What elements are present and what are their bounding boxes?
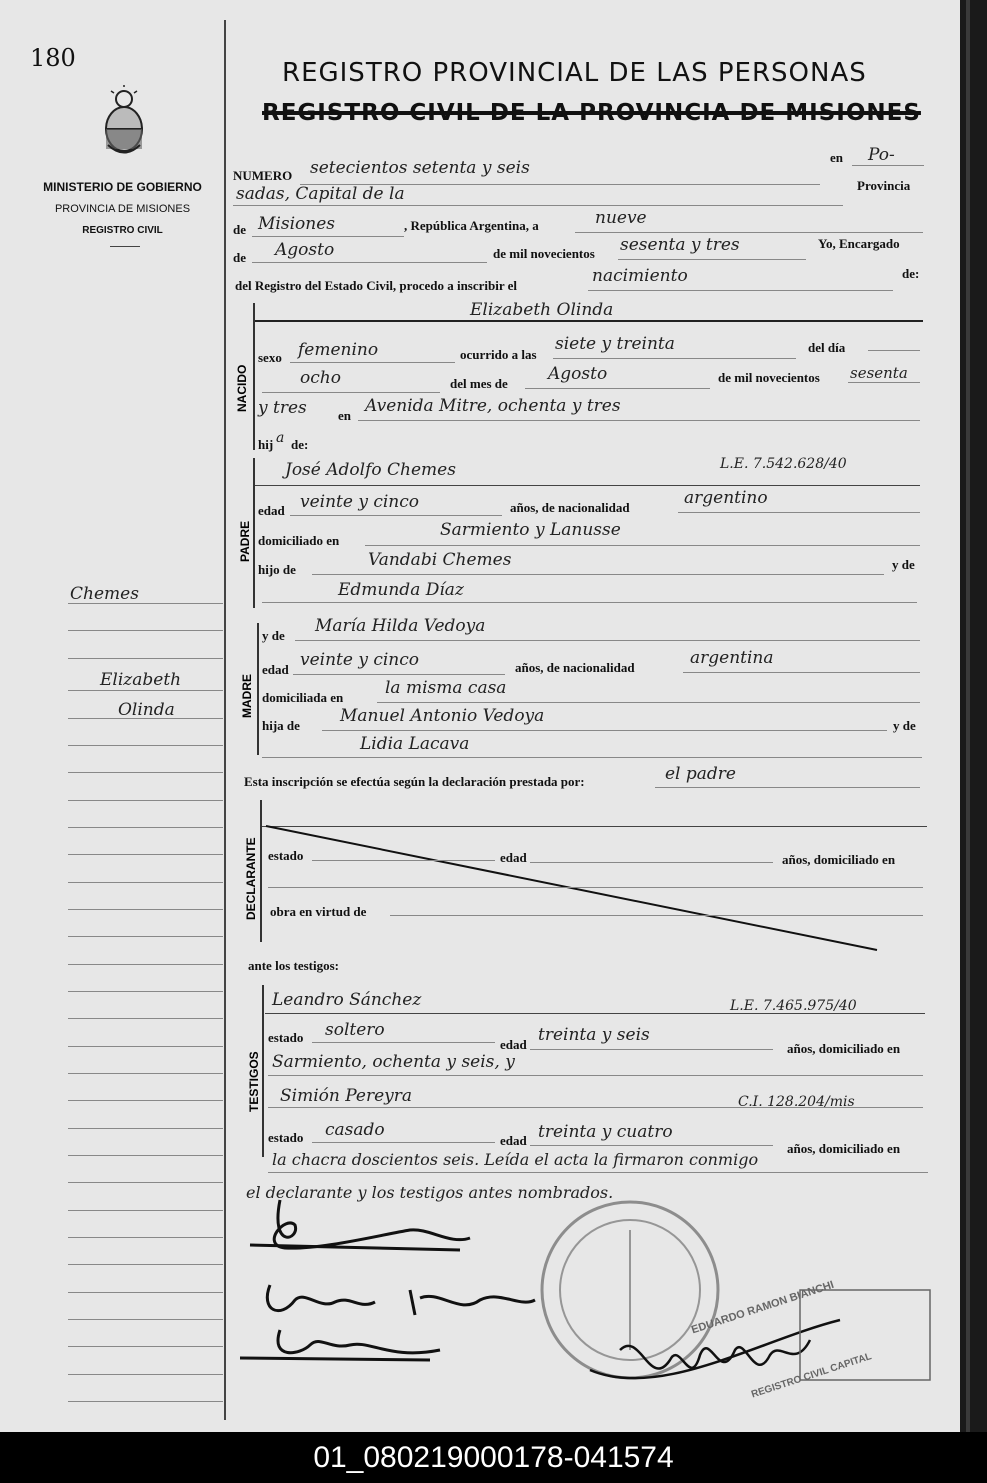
office-name: REGISTRO CIVIL <box>82 225 163 236</box>
madre-hija-de-label: hija de <box>262 718 300 733</box>
registrar-stamp-office: REGISTRO CIVIL CAPITAL <box>750 1351 873 1401</box>
testigos-side-label: TESTIGOS <box>247 1051 261 1112</box>
declaracion-value: el padre <box>665 764 736 784</box>
hijo-label: hij <box>258 437 274 452</box>
madre-dom-value: la misma casa <box>385 678 507 698</box>
republica-label: , República Argentina, a <box>404 218 539 233</box>
struck-title: REGISTRO CIVIL DE LA PROVINCIA DE MISIONES <box>262 100 921 126</box>
testigo1-edad-value: treinta y seis <box>538 1025 650 1045</box>
anio-label: de mil novecientos <box>718 370 820 385</box>
registrar-stamp-name: EDUARDO RAMON BIANCHI <box>690 1278 836 1337</box>
testigo1-estado-label: estado <box>268 1030 304 1045</box>
witness1-signature <box>267 1285 535 1315</box>
testigo2-edad-label: edad <box>500 1133 527 1148</box>
declarante-anios-label: años, domiciliado en <box>782 852 896 867</box>
testigo2-edad-value: treinta y cuatro <box>538 1122 673 1142</box>
madre-y-de2-label: y de <box>893 718 916 733</box>
page-number: 180 <box>30 44 76 72</box>
de-end-label: de: <box>902 266 920 281</box>
ministry-divider <box>110 246 140 247</box>
testigo2-anios-label: años, domiciliado en <box>787 1141 901 1156</box>
provincia-label: Provincia <box>857 178 911 193</box>
madre-side-label: MADRE <box>240 674 254 718</box>
margin-note-name-2: Olinda <box>118 700 175 720</box>
declaracion-label: Esta inscripción se efectúa según la declaración prestada por: <box>244 774 585 789</box>
ocurrido-label: ocurrido a las <box>460 347 537 362</box>
month-value: Agosto <box>275 240 335 260</box>
closing-text: el declarante y los testigos antes nombrados. <box>246 1183 614 1202</box>
hora-value: siete y treinta <box>555 334 675 354</box>
testigo1-edad-label: edad <box>500 1037 527 1052</box>
en-value: Po- <box>868 145 895 165</box>
testigo1-name: Leandro Sánchez <box>272 990 422 1010</box>
madre-father-value: Manuel Antonio Vedoya <box>340 706 545 726</box>
encargado-label: Yo, Encargado <box>818 236 900 251</box>
de-label: de <box>233 222 246 237</box>
declarante-obra-label: obra en virtud de <box>270 904 367 919</box>
day-value: nueve <box>595 208 647 228</box>
padre-doc: L.E. 7.542.628/40 <box>720 456 847 472</box>
declarant-signature <box>250 1200 470 1250</box>
declarante-void-strike <box>262 824 882 954</box>
madre-edad-label: edad <box>262 662 289 677</box>
madre-y-de-label: y de <box>262 628 285 643</box>
testigo2-doc: C.I. 128.204/mis <box>738 1094 855 1110</box>
de2-label: de <box>233 250 246 265</box>
testigo1-anios-label: años, domiciliado en <box>787 1041 901 1056</box>
testigo2-name: Simión Pereyra <box>280 1086 413 1106</box>
margin-rule <box>224 20 226 1420</box>
en-label: en <box>830 150 843 165</box>
ministry-name: MINISTERIO DE GOBIERNO <box>43 180 202 194</box>
padre-dom-value: Sarmiento y Lanusse <box>440 520 621 540</box>
mes-label: del mes de <box>450 376 508 391</box>
mes-value: Agosto <box>548 364 608 384</box>
padre-name: José Adolfo Chemes <box>285 460 456 480</box>
witness2-signature <box>240 1330 440 1360</box>
margin-note-name-1: Elizabeth <box>100 670 182 690</box>
padre-father-value: Vandabi Chemes <box>368 550 512 570</box>
testigo2-estado-label: estado <box>268 1130 304 1145</box>
padre-edad-value: veinte y cinco <box>300 492 420 512</box>
anio-value-2: y tres <box>258 398 307 418</box>
madre-nac-value: argentina <box>690 648 774 668</box>
anio-value: sesenta <box>850 364 908 382</box>
testigo2-dom-value: la chacra doscientos seis. Leída el acta la firmaron conmigo <box>272 1150 759 1169</box>
province-name: PROVINCIA DE MISIONES <box>54 203 191 215</box>
padre-hijo-de-label: hijo de <box>258 562 296 577</box>
testigo1-estado-value: soltero <box>325 1020 385 1040</box>
hijo-de-label: de: <box>291 437 309 452</box>
hijo-value: a <box>276 430 285 446</box>
sexo-value: femenino <box>298 340 379 360</box>
declarante-edad-label: edad <box>500 850 527 865</box>
inscribir-label: del Registro del Estado Civil, procedo a inscribir el <box>235 278 518 293</box>
padre-edad-label: edad <box>258 503 285 518</box>
nacido-side-label: NACIDO <box>235 364 249 412</box>
page-title: REGISTRO PROVINCIAL DE LAS PERSONAS <box>282 58 867 88</box>
padre-side-label: PADRE <box>238 520 252 562</box>
coat-of-arms-icon <box>100 85 148 165</box>
lugar-value: Avenida Mitre, ochenta y tres <box>365 396 621 416</box>
lugar-en-label: en <box>338 408 351 423</box>
dia-value: ocho <box>300 368 341 388</box>
year-value: sesenta y tres <box>620 235 740 255</box>
madre-nac-label: años, de nacionalidad <box>515 660 635 675</box>
numero-value: setecientos setenta y seis <box>310 158 530 178</box>
madre-edad-value: veinte y cinco <box>300 650 420 670</box>
declarante-estado-label: estado <box>268 848 304 863</box>
madre-dom-label: domiciliada en <box>262 690 344 705</box>
testigo2-estado-value: casado <box>325 1120 385 1140</box>
province-value: Misiones <box>258 214 335 234</box>
madre-mother-value: Lidia Lacava <box>360 734 470 754</box>
nacido-name: Elizabeth Olinda <box>470 300 614 320</box>
numero-label: NUMERO <box>233 168 293 183</box>
padre-nac-value: argentino <box>684 488 768 508</box>
sexo-label: sexo <box>258 350 282 365</box>
official-seal <box>542 1202 718 1378</box>
testigo1-doc: L.E. 7.465.975/40 <box>730 998 857 1014</box>
year-label: de mil novecientos <box>493 246 595 261</box>
padre-nac-label: años, de nacionalidad <box>510 500 630 515</box>
signatures-area <box>240 1190 950 1430</box>
place-value: sadas, Capital de la <box>236 184 405 204</box>
padre-dom-label: domiciliado en <box>258 533 340 548</box>
testigos-ante-label: ante los testigos: <box>248 958 339 973</box>
book-binding <box>960 0 987 1432</box>
testigo1-dom-value: Sarmiento, ochenta y seis, y <box>272 1052 515 1072</box>
dia-label: del día <box>808 340 846 355</box>
madre-name: María Hilda Vedoya <box>315 616 486 636</box>
padre-mother-value: Edmunda Díaz <box>338 580 464 600</box>
scan-id-footer: 01_080219000178-041574 <box>0 1432 987 1483</box>
margin-note-surname: Chemes <box>70 584 139 604</box>
padre-y-de-label: y de <box>892 557 915 572</box>
declarante-side-label: DECLARANTE <box>244 837 258 920</box>
inscribir-value: nacimiento <box>592 266 688 286</box>
